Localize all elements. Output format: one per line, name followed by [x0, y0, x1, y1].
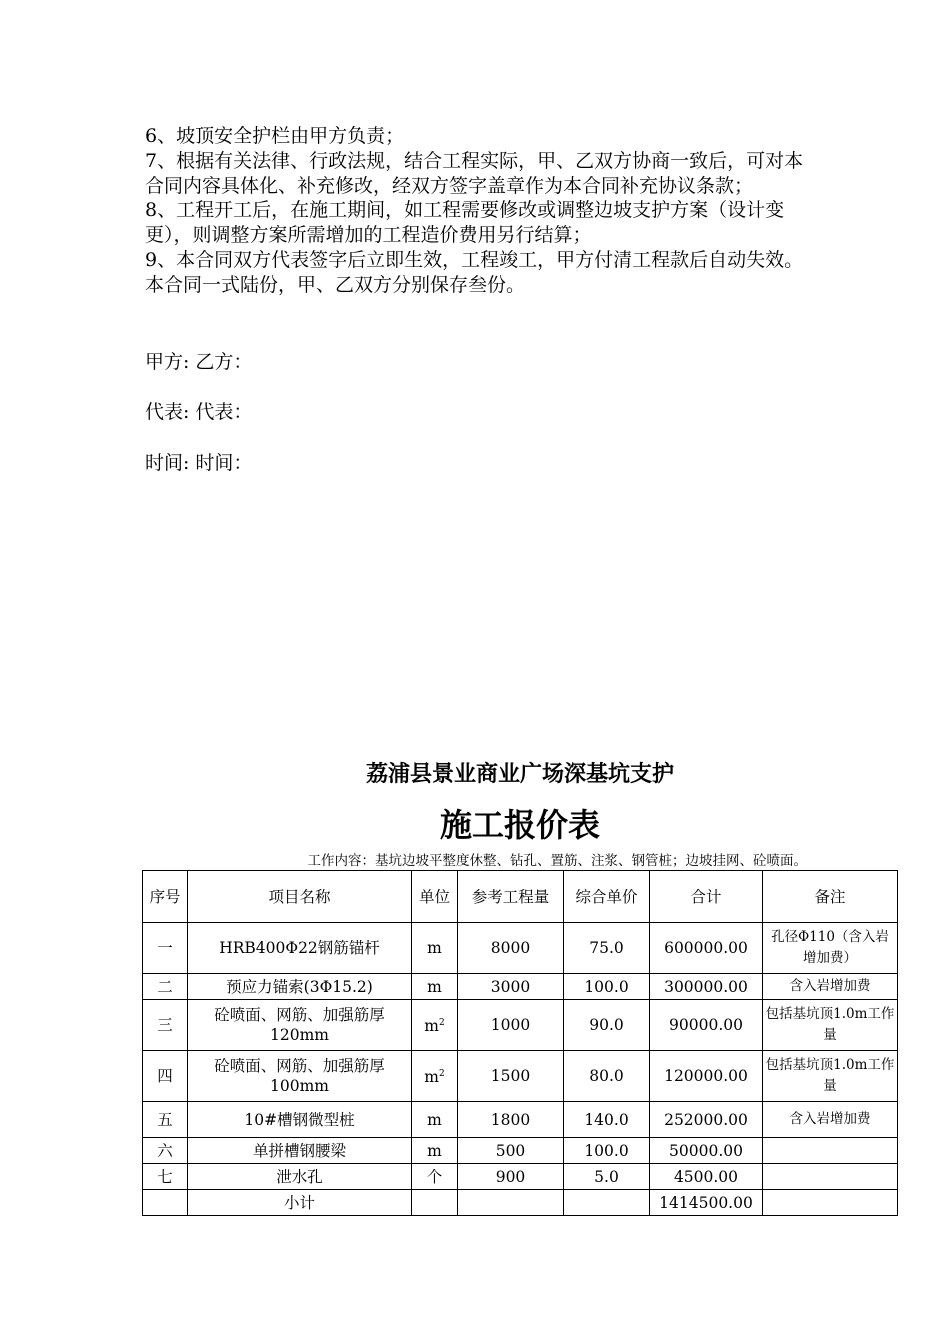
signature-rep-line	[145, 400, 252, 424]
subtotal-value: 1414500.00	[650, 1190, 763, 1216]
party-a-label: 甲方:	[145, 351, 190, 373]
cell-total: 50000.00	[650, 1138, 763, 1164]
clause-copies: 本合同一式陆份，甲、乙双方分别保存叁份。	[145, 273, 526, 296]
cell-name: 预应力锚索(3Φ15.2)	[188, 974, 412, 1000]
cell-name: 10#槽钢微型桩	[188, 1102, 412, 1138]
cell-unit: $m^2$	[412, 1051, 458, 1102]
header-qty: 参考工程量	[458, 871, 564, 923]
time-b-label: 时间：	[195, 452, 253, 474]
table-header-row	[143, 871, 898, 923]
cell-empty	[143, 1190, 188, 1216]
cell-seq: 三	[143, 1000, 188, 1051]
header-unit: 单位	[412, 871, 458, 923]
cell-total: 600000.00	[650, 923, 763, 974]
cell-unit: m	[412, 1138, 458, 1164]
cell-seq: 四	[143, 1051, 188, 1102]
cell-name: HRB400Φ22钢筋锚杆	[188, 923, 412, 974]
table-row	[143, 1102, 898, 1138]
signature-time-line	[145, 451, 252, 475]
cell-empty	[763, 1190, 898, 1216]
header-name: 项目名称	[188, 871, 412, 923]
cell-empty	[564, 1190, 650, 1216]
cell-note: 包括基坑顶1.0m工作量	[763, 1051, 898, 1102]
rep-b-label: 代表：	[195, 401, 253, 423]
quote-title-line2: 施工报价表	[439, 806, 600, 844]
quote-table	[142, 870, 898, 1216]
cell-note: 含入岩增加费	[763, 974, 898, 1000]
cell-name: 砼喷面、网筋、加强筋厚120mm	[188, 1000, 412, 1051]
cell-price: 75.0	[564, 923, 650, 974]
cell-qty: 1500	[458, 1051, 564, 1102]
cell-total: 4500.00	[650, 1164, 763, 1190]
quote-title-line1: 荔浦县景业商业广场深基坑支护	[365, 761, 674, 787]
cell-total: 120000.00	[650, 1051, 763, 1102]
cell-qty: 3000	[458, 974, 564, 1000]
cell-unit: $m^2$	[412, 1000, 458, 1051]
clause-7: 7、根据有关法律、行政法规，结合工程实际，甲、乙双方协商一致后，可对本合同内容具体化、补充修改，经双方签字盖章作为本合同补充协议条款；	[145, 149, 804, 197]
header-note: 备注	[763, 871, 898, 923]
contract-clauses	[145, 124, 815, 298]
cell-empty	[458, 1190, 564, 1216]
cell-unit: 个	[412, 1164, 458, 1190]
time-a-label: 时间:	[145, 452, 190, 474]
subtotal-row	[143, 1190, 898, 1216]
cell-unit: m	[412, 923, 458, 974]
header-total: 合计	[650, 871, 763, 923]
cell-price: 90.0	[564, 1000, 650, 1051]
cell-name: 泄水孔	[188, 1164, 412, 1190]
cell-note: 孔径Φ110（含入岩增加费）	[763, 923, 898, 974]
work-scope-text: 工作内容：基坑边坡平整度休整、钻孔、置筋、注浆、钢管桩；边坡挂网、砼喷面。	[307, 853, 807, 869]
party-b-label: 乙方：	[195, 351, 253, 373]
cell-price: 5.0	[564, 1164, 650, 1190]
cell-qty: 1000	[458, 1000, 564, 1051]
header-price: 综合单价	[564, 871, 650, 923]
clause-9: 9、本合同双方代表签字后立即生效，工程竣工，甲方付清工程款后自动失效。	[145, 248, 804, 271]
cell-note: 含入岩增加费	[763, 1102, 898, 1138]
cell-unit: m	[412, 1102, 458, 1138]
cell-seq: 一	[143, 923, 188, 974]
cell-name: 单拼槽钢腰梁	[188, 1138, 412, 1164]
cell-total: 300000.00	[650, 974, 763, 1000]
cell-note	[763, 1164, 898, 1190]
cell-price: 140.0	[564, 1102, 650, 1138]
cell-price: 100.0	[564, 1138, 650, 1164]
cell-note: 包括基坑顶1.0m工作量	[763, 1000, 898, 1051]
cell-qty: 500	[458, 1138, 564, 1164]
cell-note	[763, 1138, 898, 1164]
header-seq: 序号	[143, 871, 188, 923]
cell-total: 90000.00	[650, 1000, 763, 1051]
table-row	[143, 1164, 898, 1190]
cell-qty: 1800	[458, 1102, 564, 1138]
cell-seq: 五	[143, 1102, 188, 1138]
rep-a-label: 代表:	[145, 401, 190, 423]
cell-seq: 六	[143, 1138, 188, 1164]
cell-empty	[412, 1190, 458, 1216]
clause-6: 6、坡顶安全护栏由甲方负责；	[145, 125, 405, 147]
cell-total: 252000.00	[650, 1102, 763, 1138]
table-row	[143, 1000, 898, 1051]
cell-qty: 900	[458, 1164, 564, 1190]
cell-price: 100.0	[564, 974, 650, 1000]
cell-price: 80.0	[564, 1051, 650, 1102]
table-row	[143, 1051, 898, 1102]
cell-unit: m	[412, 974, 458, 1000]
table-row	[143, 923, 898, 974]
cell-qty: 8000	[458, 923, 564, 974]
cell-seq: 二	[143, 974, 188, 1000]
subtotal-label: 小计	[188, 1190, 412, 1216]
cell-name: 砼喷面、网筋、加强筋厚100mm	[188, 1051, 412, 1102]
table-row	[143, 1138, 898, 1164]
table-row	[143, 974, 898, 1000]
cell-seq: 七	[143, 1164, 188, 1190]
clause-8: 8、工程开工后，在施工期间，如工程需要修改或调整边坡支护方案（设计变更），则调整方案所需增加的工程造价费用另行结算；	[145, 199, 785, 247]
signature-party-line	[145, 350, 252, 374]
